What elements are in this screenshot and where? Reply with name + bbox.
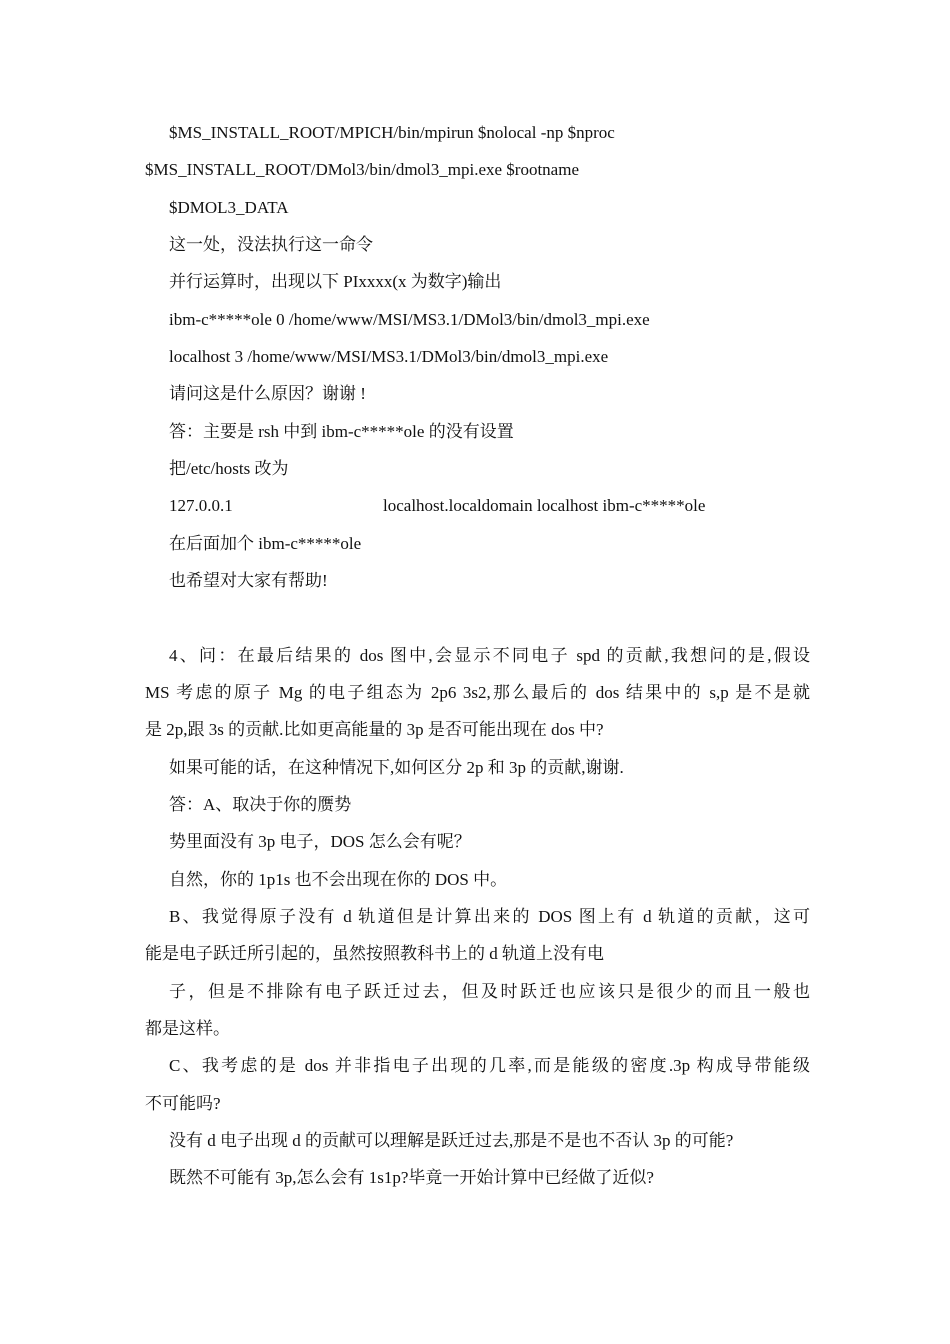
answer-a-line-2: 势里面没有 3p 电子，DOS 怎么会有呢？ bbox=[169, 832, 471, 851]
output-line-1: ibm-c*****ole 0 /home/www/MSI/MS3.1/DMol3/bin/dmol3_mpi.exe bbox=[169, 310, 650, 329]
answer-c-line-4: 既然不可能有 3p,怎么会有 1s1p?毕竟一开始计算中已经做了近似? bbox=[169, 1168, 654, 1187]
answer-c-line-1: C、我考虑的是 dos 并非指电子出现的几率,而是能级的密度.3p 构成导带能级 bbox=[169, 1056, 810, 1075]
hosts-ip: 127.0.0.1 bbox=[169, 496, 233, 515]
q4-question-line-1: 4、问：在最后结果的 dos 图中,会显示不同电子 spd 的贡献,我想问的是,假设 bbox=[169, 646, 810, 665]
answer-a-line-3: 自然，你的 1p1s 也不会出现在你的 DOS 中。 bbox=[169, 870, 508, 889]
etc-hosts-line: 把/etc/hosts 改为 bbox=[169, 459, 289, 478]
answer-rsh-line: 答：主要是 rsh 中到 ibm-c*****ole 的没有设置 bbox=[169, 422, 514, 441]
answer-b-line-3: 子，但是不排除有电子跃迁过去，但及时跃迁也应该只是很少的而且一般也 bbox=[169, 982, 810, 1001]
ask-reason-line: 请问这是什么原因？谢谢 ! bbox=[169, 384, 366, 403]
mpirun-command-line: $MS_INSTALL_ROOT/MPICH/bin/mpirun $nolocal -np $nproc bbox=[169, 123, 615, 142]
answer-b-line-2: 能是电子跃迁所引起的，虽然按照教科书上的 d 轨道上没有电 bbox=[145, 944, 604, 963]
answer-b-line-4: 都是这样。 bbox=[145, 1019, 230, 1038]
cannot-execute-line: 这一处，没法执行这一命令 bbox=[169, 235, 373, 254]
answer-a-line-1: 答：A、取决于你的赝势 bbox=[169, 795, 352, 814]
q4-question-line-4: 如果可能的话，在这种情况下,如何区分 2p 和 3p 的贡献,谢谢. bbox=[169, 758, 624, 777]
answer-c-line-2: 不可能吗? bbox=[145, 1094, 221, 1113]
parallel-output-line: 并行运算时，出现以下 PIxxxx(x 为数字)输出 bbox=[169, 272, 502, 291]
q4-question-line-3: 是 2p,跟 3s 的贡献.比如更高能量的 3p 是否可能出现在 dos 中? bbox=[145, 720, 604, 739]
output-line-2: localhost 3 /home/www/MSI/MS3.1/DMol3/bin/dmol3_mpi.exe bbox=[169, 347, 609, 366]
answer-c-line-3: 没有 d 电子出现 d 的贡献可以理解是跃迁过去,那是不是也不否认 3p 的可能? bbox=[169, 1131, 734, 1150]
hope-help-line: 也希望对大家有帮助! bbox=[169, 571, 328, 590]
hosts-names: localhost.localdomain localhost ibm-c*****ole bbox=[383, 496, 706, 515]
dmol3-data-line: $DMOL3_DATA bbox=[169, 198, 289, 217]
answer-b-line-1: B、我觉得原子没有 d 轨道但是计算出来的 DOS 图上有 d 轨道的贡献，这可 bbox=[169, 907, 810, 926]
add-after-line: 在后面加个 ibm-c*****ole bbox=[169, 534, 362, 553]
dmol3-exe-line: $MS_INSTALL_ROOT/DMol3/bin/dmol3_mpi.exe $rootname bbox=[145, 160, 579, 179]
q4-question-line-2: MS 考虑的原子 Mg 的电子组态为 2p6 3s2,那么最后的 dos 结果中的 s,p 是不是就 bbox=[145, 683, 810, 702]
